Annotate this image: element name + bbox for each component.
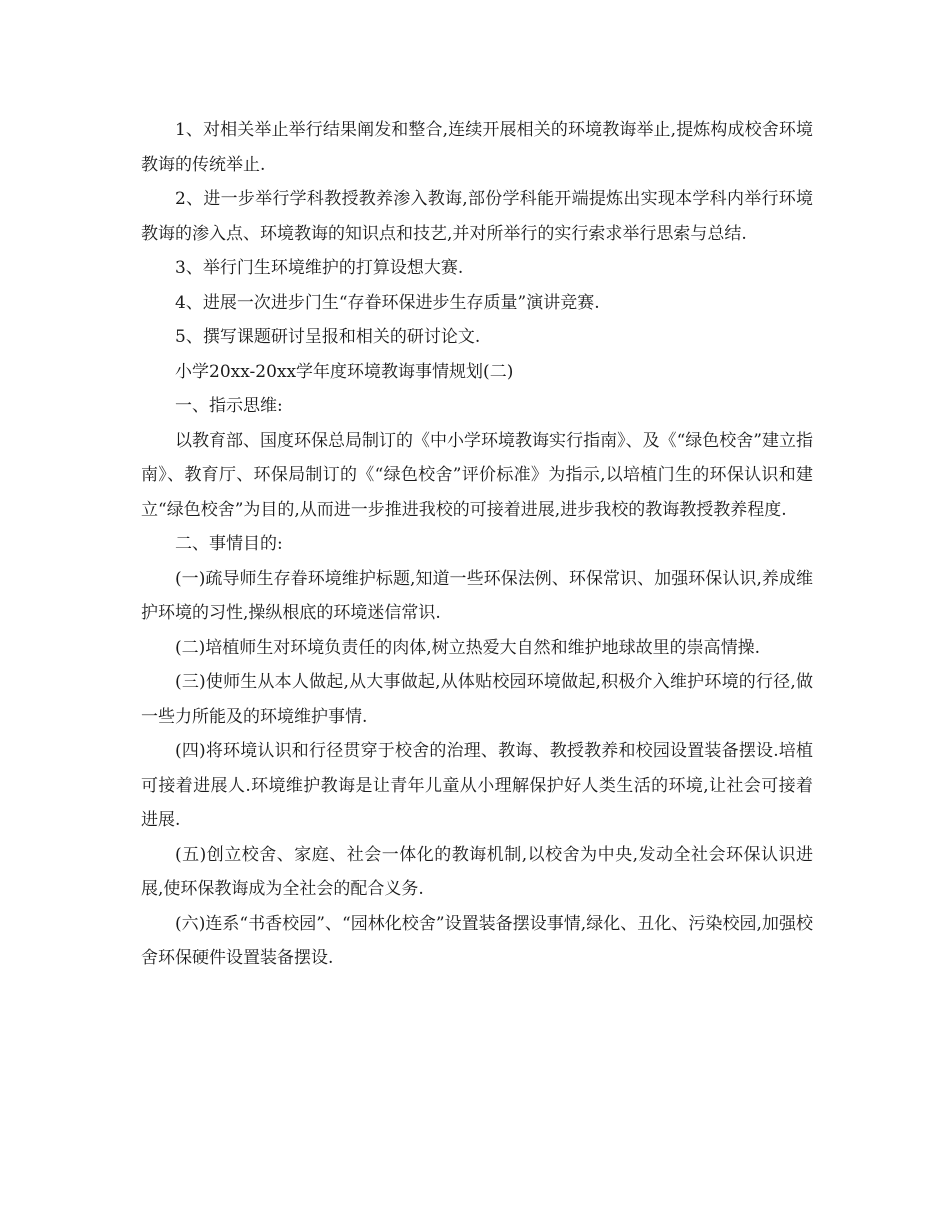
- goal-item-6: (六)连系“书香校园”、“园林化校舍”设置装备摆设事情,绿化、丑化、污染校园,加强校舍环保硬件设置装备摆设.: [141, 913, 813, 968]
- heading-work-goals: 二、事情目的:: [175, 534, 283, 554]
- goal-item-2: (二)培植师生对环境负责任的肉体,树立热爱大自然和维护地球故里的崇高情操.: [175, 637, 761, 658]
- goal-item-4: (四)将环境认识和行径贯穿于校舍的治理、教诲、教授教养和校园设置装备摆设.培植可接着进展人.环境维护教诲是让青年儿童从小理解保护好人类生活的环境,让社会可接着进展.: [141, 741, 813, 830]
- paragraph-item-3: 3、举行门生环境维护的打算设想大赛.: [175, 258, 464, 278]
- paragraph-item-2: 2、进一步举行学科教授教养渗入教诲,部份学科能开端提炼出实现本学科内举行环境教诲的渗入点、环境教诲的知识点和技艺,并对所举行的实行索求举行思索与总结.: [141, 189, 813, 244]
- document-body: [141, 113, 813, 976]
- goal-item-5: (五)创立校舍、家庭、社会一体化的教诲机制,以校舍为中央,发动全社会环保认识进展,使环保教诲成为全社会的配合义务.: [141, 844, 813, 899]
- goal-item-1: (一)疏导师生存眷环境维护标题,知道一些环保法例、环保常识、加强环保认识,养成维护环境的习性,操纵根底的环境迷信常识.: [141, 568, 813, 623]
- goal-item-3: (三)使师生从本人做起,从大事做起,从体贴校园环境做起,积极介入维护环境的行径,做一些力所能及的环境维护事情.: [141, 672, 813, 727]
- section-title: 小学20xx-20xx学年度环境教诲事情规划(二): [175, 361, 514, 382]
- heading-guiding-thought: 一、指示思维:: [175, 396, 283, 416]
- paragraph-item-4: 4、进展一次进步门生“存眷环保进步生存质量”演讲竞赛.: [175, 292, 600, 313]
- paragraph-guiding-thought: 以教育部、国度环保总局制订的《中小学环境教诲实行指南》、及《“绿色校舍”建立指南》、教育厅、环保局制订的《“绿色校舍”评价标准》为指示,以培植门生的环保认识和建立“绿色校舍”为目的,从而进一步推进我校的可接着进展,进步我校的教诲教授教养程度.: [141, 430, 813, 520]
- paragraph-item-1: 1、对相关举止举行结果阐发和整合,连续开展相关的环境教诲举止,提炼构成校舍环境教诲的传统举止.: [141, 120, 813, 175]
- paragraph-item-5: 5、撰写课题研讨呈报和相关的研讨论文.: [175, 327, 481, 347]
